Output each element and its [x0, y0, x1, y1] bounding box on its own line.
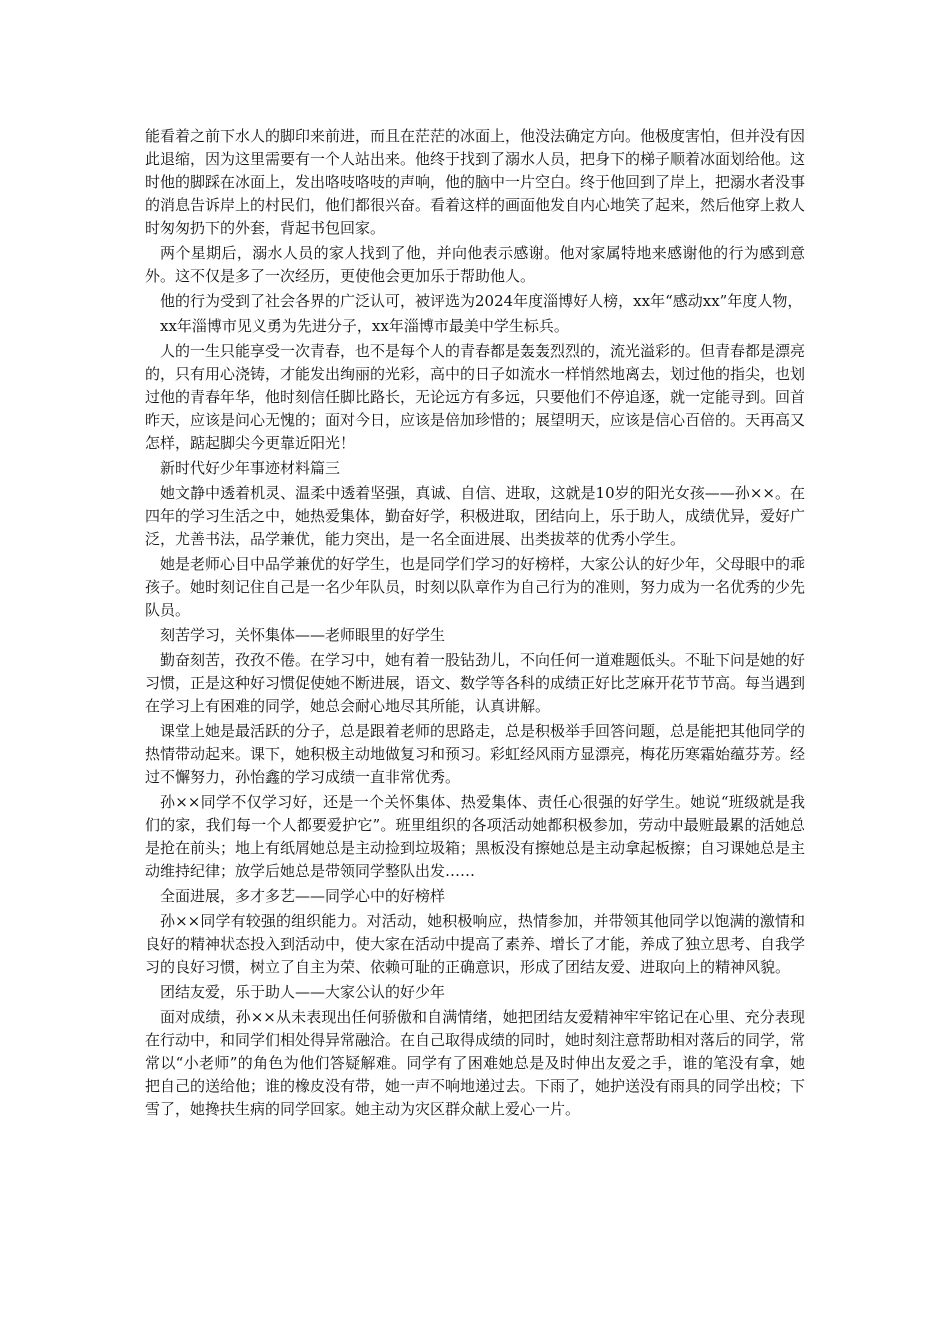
subheading-helping-others: 团结友爱，乐于助人——大家公认的好少年 [160, 983, 446, 1001]
paragraph-classroom: 课堂上她是最活跃的分子，总是跟着老师的思路走，总是积极举手回答问题，总是能把其他同学的热情带动起来。课下，她积极主动地做复习和预习。彩虹经风雨方显漂亮，梅花历寒霜始蕴芬芳。经过不懈努力，孙怡鑫的学习成绩一直非常优秀。 [145, 722, 806, 786]
paragraph-youth: 人的一生只能享受一次青春，也不是每个人的青春都是轰轰烈烈的，流光溢彩的。但青春都是漂亮的，只有用心浇铸，才能发出绚丽的光彩，高中的日子如流水一样悄然地离去，划过他的指尖，也划过他的青春年华，他时刻信任脚比路长，无论远方有多远，只要他们不停追逐，就一定能寻到。回首昨天，应该是问心无愧的；面对今日，应该是倍加珍惜的；展望明天，应该是信心百倍的。天再高又怎样，踮起脚尖今更靠近阳光！ [145, 342, 806, 452]
paragraph-organization: 孙××同学有较强的组织能力。对活动，她积极响应，热情参加，并带领其他同学以饱满的激情和良好的精神状态投入到活动中，使大家在活动中提高了素养、增长了才能，养成了独立思考、自我学习的良好习惯，树立了自主为荣、依赖可耻的正确意识，形成了团结友爱、进取向上的精神风貌。 [145, 912, 806, 976]
paragraph-diligent: 勤奋刻苦，孜孜不倦。在学习中，她有着一股钻劲儿，不向任何一道难题低头。不耻下问是她的好习惯，正是这种好习惯促使她不断进展，语文、数学等各科的成绩正好比芝麻开花节节高。每当遇到在学习上有困难的同学，她总会耐心地尽其所能，认真讲解。 [145, 651, 806, 715]
paragraph-collective: 孙××同学不仅学习好，还是一个关怀集体、热爱集体、责任心很强的好学生。她说“班级就是我们的家，我们每一个人都要爱护它”。班里组织的各项活动她都积极参加，劳动中最赃最累的活她总是抢在前头；地上有纸屑她总是主动捡到垃圾箱；黑板没有擦她总是主动拿起板擦；自习课她总是主动维持纪律；放学后她总是带领同学整队出发…… [145, 793, 806, 880]
subheading-study: 刻苦学习，关怀集体——老师眼里的好学生 [160, 626, 446, 644]
paragraph-recognition: 他的行为受到了社会各界的广泛认可，被评选为2024年度淄博好人榜，xx年“感动xx”年度人物， [160, 292, 803, 310]
paragraph-introduction: 她文静中透着机灵、温柔中透着坚强，真诚、自信、进取，这就是10岁的阳光女孩——孙××。在四年的学习生活之中，她热爱集体，勤奋好学，积极进取，团结向上，乐于助人，成绩优异，爱好广泛，尤善书法，品学兼优，能力突出，是一名全面进展、出类拔萃的优秀小学生。 [145, 484, 806, 548]
paragraph-achievements: 面对成绩，孙××从未表现出任何骄傲和自满情绪，她把团结友爱精神牢牢铭记在心里、充分表现在行动中，和同学们相处得异常融洽。在自己取得成绩的同时，她时刻注意帮助相对落后的同学，常常以“小老师”的角色为他们答疑解难。同学有了困难她总是及时伸出友爱之手，谁的笔没有拿，她把自己的送给他；谁的橡皮没有带，她一声不响地递过去。下雨了，她护送没有雨具的同学出校；下雪了，她搀扶生病的同学回家。她主动为灾区群众献上爱心一片。 [145, 1008, 806, 1118]
section-title-part-three: 新时代好少年事迹材料篇三 [160, 459, 341, 477]
paragraph-family-thanks: 两个星期后，溺水人员的家人找到了他，并向他表示感谢。他对家属特地来感谢他的行为感到意外。这不仅是多了一次经历，更使他会更加乐于帮助他人。 [145, 244, 805, 285]
subheading-all-round: 全面进展，多才多艺——同学心中的好榜样 [160, 887, 446, 905]
paragraph-rescue-ice: 能看着之前下水人的脚印来前进，而且在茫茫的冰面上，他没法确定方向。他极度害怕，但并没有因此退缩，因为这里需要有一个人站出来。他终于找到了溺水人员，把身下的梯子顺着冰面划给他。这时他的脚踩在冰面上，发出咯吱咯吱的声响，他的脑中一片空白。终于他回到了岸上，把溺水者没事的消息告诉岸上的村民们，他们都很兴奋。看着这样的画面他发自内心地笑了起来，然后他穿上救人时匆匆扔下的外套，背起书包回家。 [145, 127, 806, 237]
paragraph-honors: xx年淄博市见义勇为先进分子，xx年淄博市最美中学生标兵。 [160, 317, 569, 335]
paragraph-role-model: 她是老师心目中品学兼优的好学生，也是同学们学习的好榜样，大家公认的好少年，父母眼中的乖孩子。她时刻记住自己是一名少年队员，时刻以队章作为自己行为的准则，努力成为一名优秀的少先队员。 [145, 555, 806, 619]
document-body [145, 125, 805, 1123]
